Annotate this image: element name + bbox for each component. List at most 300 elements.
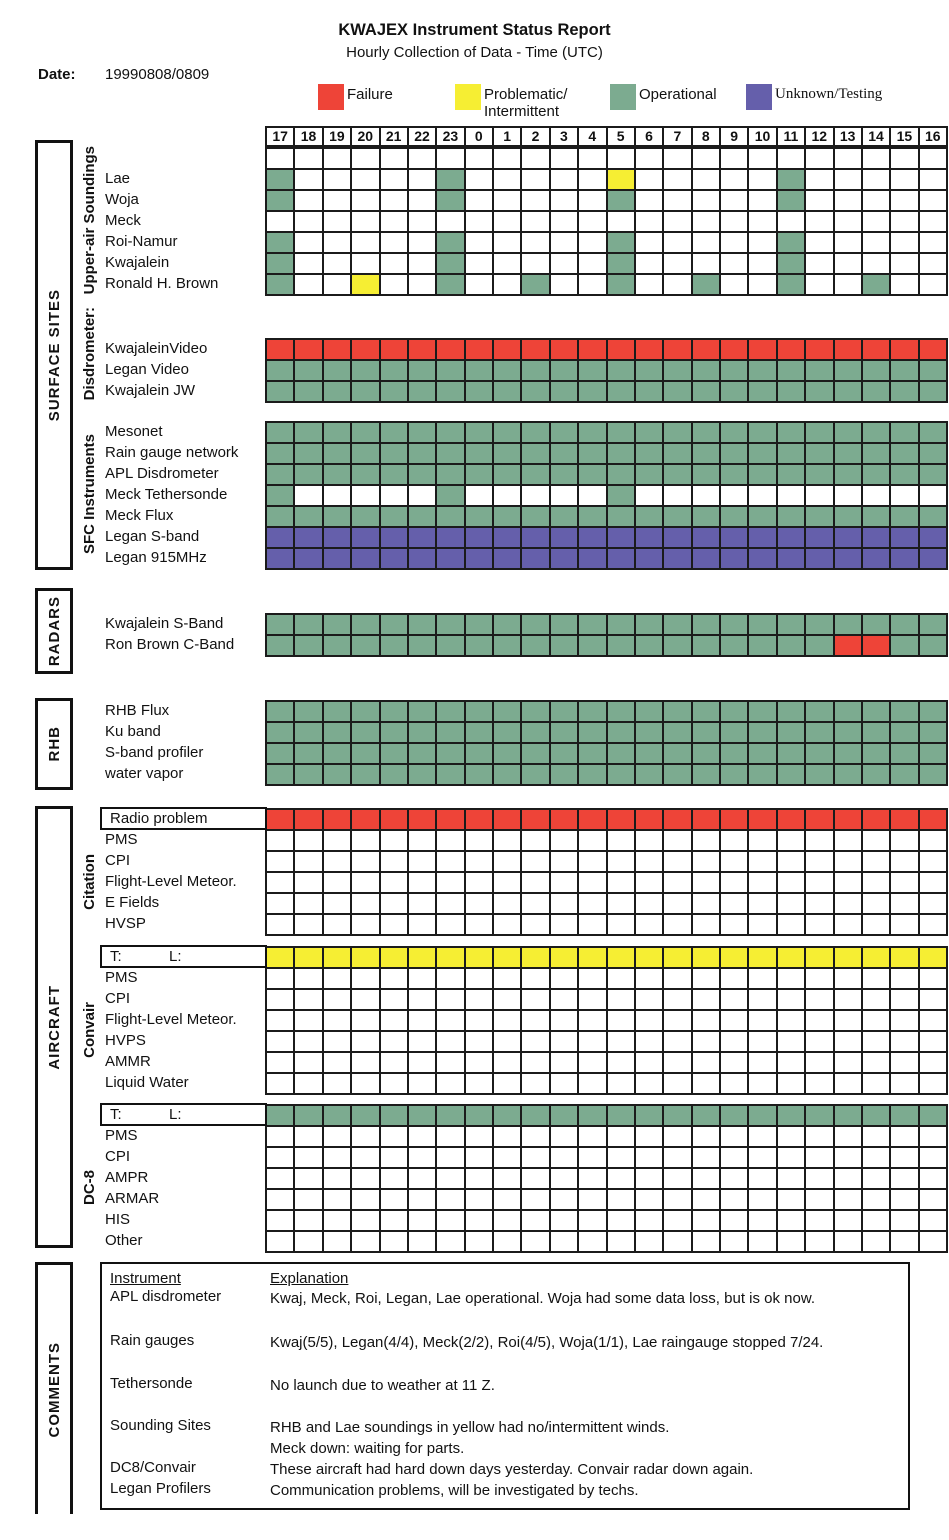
status-cell — [381, 744, 407, 763]
status-cell — [437, 615, 463, 634]
status-cell — [466, 873, 492, 892]
status-cell — [636, 423, 662, 442]
status-cell — [891, 744, 917, 763]
status-cell — [409, 1053, 435, 1072]
status-cell — [352, 810, 378, 829]
status-cell — [409, 254, 435, 273]
status-cell — [381, 1011, 407, 1030]
row-header-box: Radio problem — [100, 807, 267, 830]
status-cell — [522, 1232, 548, 1251]
status-cell — [466, 831, 492, 850]
status-cell — [721, 254, 747, 273]
status-cell — [324, 1032, 350, 1051]
status-cell — [891, 948, 917, 967]
status-cell — [494, 1011, 520, 1030]
status-cell — [664, 1053, 690, 1072]
status-cell — [608, 915, 634, 934]
status-cell — [267, 191, 293, 210]
status-cell — [749, 1074, 775, 1093]
hour-label: 6 — [636, 128, 662, 145]
status-cell — [920, 340, 946, 359]
status-cell — [295, 873, 321, 892]
status-cell — [664, 636, 690, 655]
status-cell — [324, 254, 350, 273]
status-cell — [664, 423, 690, 442]
block-sfc — [100, 421, 948, 570]
status-cell — [437, 507, 463, 526]
status-cell — [778, 915, 804, 934]
status-cell — [494, 873, 520, 892]
status-cell — [466, 465, 492, 484]
status-cell — [636, 1106, 662, 1125]
status-cell — [863, 723, 889, 742]
status-cell — [324, 831, 350, 850]
status-cell — [352, 744, 378, 763]
status-cell — [551, 1211, 577, 1230]
status-cell — [551, 873, 577, 892]
status-cell — [494, 894, 520, 913]
status-cell — [920, 615, 946, 634]
status-cell — [324, 1127, 350, 1146]
status-cell — [466, 444, 492, 463]
status-cell — [267, 1211, 293, 1230]
status-cell — [437, 1211, 463, 1230]
status-cell — [295, 852, 321, 871]
row-labels — [100, 338, 260, 401]
status-cell — [551, 233, 577, 252]
status-cell — [409, 275, 435, 294]
status-cell — [267, 149, 293, 168]
status-cell — [778, 1232, 804, 1251]
status-cell — [494, 744, 520, 763]
status-cell — [778, 969, 804, 988]
hour-label: 19 — [324, 128, 350, 145]
status-cell — [749, 1106, 775, 1125]
status-cell — [806, 1032, 832, 1051]
status-cell — [466, 275, 492, 294]
status-cell — [664, 1127, 690, 1146]
status-cell — [664, 361, 690, 380]
status-cell — [522, 507, 548, 526]
status-cell — [494, 149, 520, 168]
status-cell — [636, 894, 662, 913]
status-cell — [721, 1053, 747, 1072]
row-label: PMS — [105, 831, 138, 848]
status-cell — [664, 1011, 690, 1030]
status-cell — [381, 1053, 407, 1072]
status-cell — [522, 340, 548, 359]
status-cell — [409, 382, 435, 401]
status-cell — [352, 507, 378, 526]
status-cell — [608, 744, 634, 763]
legend-item — [746, 84, 882, 110]
status-cell — [466, 894, 492, 913]
status-cell — [579, 254, 605, 273]
status-cell — [664, 486, 690, 505]
status-cell — [891, 1032, 917, 1051]
status-cell — [749, 894, 775, 913]
status-cell — [806, 723, 832, 742]
status-cell — [551, 810, 577, 829]
status-cell — [267, 765, 293, 784]
status-cell — [664, 1169, 690, 1188]
status-cell — [324, 423, 350, 442]
status-cell — [693, 254, 719, 273]
status-cell — [749, 423, 775, 442]
status-cell — [267, 873, 293, 892]
status-cell — [806, 191, 832, 210]
status-cell — [806, 486, 832, 505]
status-cell — [324, 382, 350, 401]
status-cell — [551, 852, 577, 871]
status-cell — [409, 1190, 435, 1209]
status-cell — [437, 1232, 463, 1251]
status-cell — [352, 636, 378, 655]
status-cell — [381, 170, 407, 189]
status-cell — [437, 382, 463, 401]
status-cell — [608, 969, 634, 988]
status-cell — [749, 149, 775, 168]
status-cell — [551, 1232, 577, 1251]
status-cell — [664, 1106, 690, 1125]
row-labels — [100, 147, 260, 294]
status-cell — [409, 423, 435, 442]
status-cell — [891, 423, 917, 442]
status-cell — [522, 423, 548, 442]
status-cell — [267, 1190, 293, 1209]
status-cell — [608, 1148, 634, 1167]
status-cell — [778, 340, 804, 359]
status-cell — [806, 765, 832, 784]
group-label: AIRCRAFT — [45, 984, 63, 1070]
status-cell — [381, 915, 407, 934]
status-cell — [267, 382, 293, 401]
hour-label: 16 — [920, 128, 946, 145]
status-cell — [920, 233, 946, 252]
block-radars — [100, 613, 948, 657]
status-cell — [579, 948, 605, 967]
status-cell — [522, 528, 548, 547]
status-cell — [579, 486, 605, 505]
status-cell — [749, 361, 775, 380]
status-cell — [721, 212, 747, 231]
status-cell — [863, 765, 889, 784]
status-cell — [494, 444, 520, 463]
status-cell — [806, 170, 832, 189]
status-cell — [835, 340, 861, 359]
status-cell — [778, 831, 804, 850]
status-cell — [466, 382, 492, 401]
status-cell — [863, 969, 889, 988]
status-cell — [295, 528, 321, 547]
legend-swatch-F — [318, 84, 344, 110]
status-cell — [381, 1032, 407, 1051]
status-cell — [920, 149, 946, 168]
status-cell — [551, 765, 577, 784]
status-cell — [267, 254, 293, 273]
status-cell — [551, 465, 577, 484]
status-cell — [352, 254, 378, 273]
status-cell — [324, 615, 350, 634]
status-cell — [891, 1053, 917, 1072]
status-cell — [693, 233, 719, 252]
status-cell — [579, 810, 605, 829]
status-cell — [267, 744, 293, 763]
status-cell — [409, 1011, 435, 1030]
status-cell — [437, 744, 463, 763]
status-cell — [409, 636, 435, 655]
hour-label: 23 — [437, 128, 463, 145]
hour-label: 22 — [409, 128, 435, 145]
status-cell — [891, 191, 917, 210]
status-cell — [835, 486, 861, 505]
status-cell — [608, 1190, 634, 1209]
status-cell — [721, 382, 747, 401]
status-cell — [920, 528, 946, 547]
status-cell — [409, 615, 435, 634]
status-cell — [295, 423, 321, 442]
status-cell — [806, 340, 832, 359]
status-cell — [466, 233, 492, 252]
status-cell — [636, 340, 662, 359]
status-cell — [891, 549, 917, 568]
status-cell — [806, 615, 832, 634]
status-cell — [324, 1011, 350, 1030]
status-cell — [466, 254, 492, 273]
status-cell — [806, 1148, 832, 1167]
status-cell — [579, 615, 605, 634]
status-cell — [352, 1074, 378, 1093]
status-cell — [295, 744, 321, 763]
status-cell — [295, 1127, 321, 1146]
status-cell — [551, 744, 577, 763]
status-cell — [381, 507, 407, 526]
status-cell — [835, 1032, 861, 1051]
legend-item — [610, 84, 717, 110]
status-cell — [381, 969, 407, 988]
status-cell — [437, 549, 463, 568]
status-cell — [324, 744, 350, 763]
status-cell — [267, 615, 293, 634]
status-cell — [437, 233, 463, 252]
row-label: AMMR — [105, 1053, 151, 1070]
status-cell — [863, 1232, 889, 1251]
status-cell — [835, 212, 861, 231]
status-cell — [551, 1074, 577, 1093]
status-cell — [920, 1190, 946, 1209]
status-cell — [267, 636, 293, 655]
status-cell — [494, 191, 520, 210]
status-cell — [352, 340, 378, 359]
status-cell — [835, 1232, 861, 1251]
status-cell — [806, 744, 832, 763]
status-cell — [295, 254, 321, 273]
status-cell — [295, 212, 321, 231]
status-cell — [381, 852, 407, 871]
status-cell — [352, 465, 378, 484]
status-cell — [749, 1232, 775, 1251]
status-cell — [806, 810, 832, 829]
status-cell — [381, 382, 407, 401]
status-cell — [920, 1148, 946, 1167]
cell-grid — [265, 700, 948, 786]
status-cell — [522, 702, 548, 721]
status-cell — [381, 233, 407, 252]
status-cell — [409, 1211, 435, 1230]
status-cell — [409, 191, 435, 210]
status-cell — [863, 1053, 889, 1072]
status-cell — [267, 810, 293, 829]
row-label: Ron Brown C-Band — [105, 636, 235, 653]
status-cell — [835, 1190, 861, 1209]
status-cell — [579, 361, 605, 380]
status-cell — [835, 507, 861, 526]
status-cell — [693, 444, 719, 463]
status-cell — [835, 831, 861, 850]
status-cell — [891, 636, 917, 655]
status-cell — [863, 528, 889, 547]
status-cell — [891, 149, 917, 168]
status-cell — [352, 1032, 378, 1051]
status-cell — [409, 894, 435, 913]
status-cell — [749, 1190, 775, 1209]
status-cell — [352, 615, 378, 634]
status-cell — [863, 810, 889, 829]
status-cell — [267, 212, 293, 231]
status-cell — [835, 990, 861, 1009]
status-cell — [466, 149, 492, 168]
status-cell — [891, 486, 917, 505]
status-cell — [409, 873, 435, 892]
status-cell — [920, 382, 946, 401]
status-cell — [863, 275, 889, 294]
sublabel-text: Upper-air Soundings — [80, 145, 98, 295]
row-label: Rain gauge network — [105, 444, 239, 461]
status-cell — [835, 852, 861, 871]
status-cell — [863, 615, 889, 634]
status-cell — [522, 275, 548, 294]
status-cell — [778, 1032, 804, 1051]
status-cell — [749, 810, 775, 829]
status-cell — [891, 702, 917, 721]
status-cell — [437, 1032, 463, 1051]
status-cell — [863, 636, 889, 655]
status-cell — [409, 528, 435, 547]
status-cell — [579, 1074, 605, 1093]
status-cell — [920, 852, 946, 871]
status-cell — [352, 1148, 378, 1167]
status-cell — [891, 615, 917, 634]
hour-label: 12 — [806, 128, 832, 145]
status-cell — [295, 1232, 321, 1251]
status-cell — [920, 1106, 946, 1125]
status-cell — [664, 744, 690, 763]
status-cell — [381, 549, 407, 568]
status-cell — [295, 191, 321, 210]
status-cell — [835, 528, 861, 547]
status-cell — [522, 1148, 548, 1167]
status-cell — [409, 361, 435, 380]
status-cell — [437, 465, 463, 484]
status-cell — [352, 486, 378, 505]
row-label: Flight-Level Meteor. — [105, 1011, 237, 1028]
status-cell — [608, 170, 634, 189]
legend-swatch-O — [610, 84, 636, 110]
status-cell — [920, 1053, 946, 1072]
status-cell — [863, 465, 889, 484]
status-cell — [863, 1148, 889, 1167]
status-cell — [522, 382, 548, 401]
status-cell — [494, 465, 520, 484]
status-cell — [522, 149, 548, 168]
status-cell — [749, 340, 775, 359]
status-cell — [522, 894, 548, 913]
hour-label: 21 — [381, 128, 407, 145]
status-cell — [636, 254, 662, 273]
status-cell — [494, 382, 520, 401]
status-cell — [437, 636, 463, 655]
status-cell — [721, 852, 747, 871]
status-cell — [579, 831, 605, 850]
hour-label: 11 — [778, 128, 804, 145]
status-cell — [835, 361, 861, 380]
row-header-box: T: L: — [100, 1103, 267, 1126]
row-label: Flight-Level Meteor. — [105, 873, 237, 890]
status-cell — [806, 1106, 832, 1125]
status-cell — [352, 1106, 378, 1125]
status-cell — [352, 275, 378, 294]
status-cell — [693, 894, 719, 913]
status-cell — [522, 1074, 548, 1093]
status-cell — [295, 382, 321, 401]
status-cell — [494, 831, 520, 850]
status-cell — [608, 1232, 634, 1251]
status-cell — [437, 486, 463, 505]
status-cell — [721, 149, 747, 168]
status-cell — [891, 969, 917, 988]
status-cell — [608, 636, 634, 655]
status-cell — [409, 810, 435, 829]
status-cell — [636, 915, 662, 934]
status-cell — [494, 1190, 520, 1209]
status-cell — [437, 1127, 463, 1146]
status-cell — [551, 1053, 577, 1072]
status-cell — [324, 528, 350, 547]
status-cell — [466, 1011, 492, 1030]
status-cell — [522, 1106, 548, 1125]
group-box-rhb — [35, 698, 73, 790]
status-cell — [295, 1169, 321, 1188]
status-cell — [664, 1190, 690, 1209]
status-cell — [721, 744, 747, 763]
status-cell — [295, 507, 321, 526]
status-cell — [693, 1148, 719, 1167]
status-cell — [352, 191, 378, 210]
status-cell — [778, 233, 804, 252]
status-cell — [693, 873, 719, 892]
status-cell — [835, 233, 861, 252]
status-cell — [835, 1211, 861, 1230]
status-cell — [920, 702, 946, 721]
status-cell — [579, 212, 605, 231]
status-cell — [579, 1106, 605, 1125]
status-cell — [664, 1032, 690, 1051]
status-cell — [295, 1011, 321, 1030]
status-cell — [891, 1148, 917, 1167]
status-cell — [381, 191, 407, 210]
status-cell — [806, 528, 832, 547]
status-cell — [295, 636, 321, 655]
